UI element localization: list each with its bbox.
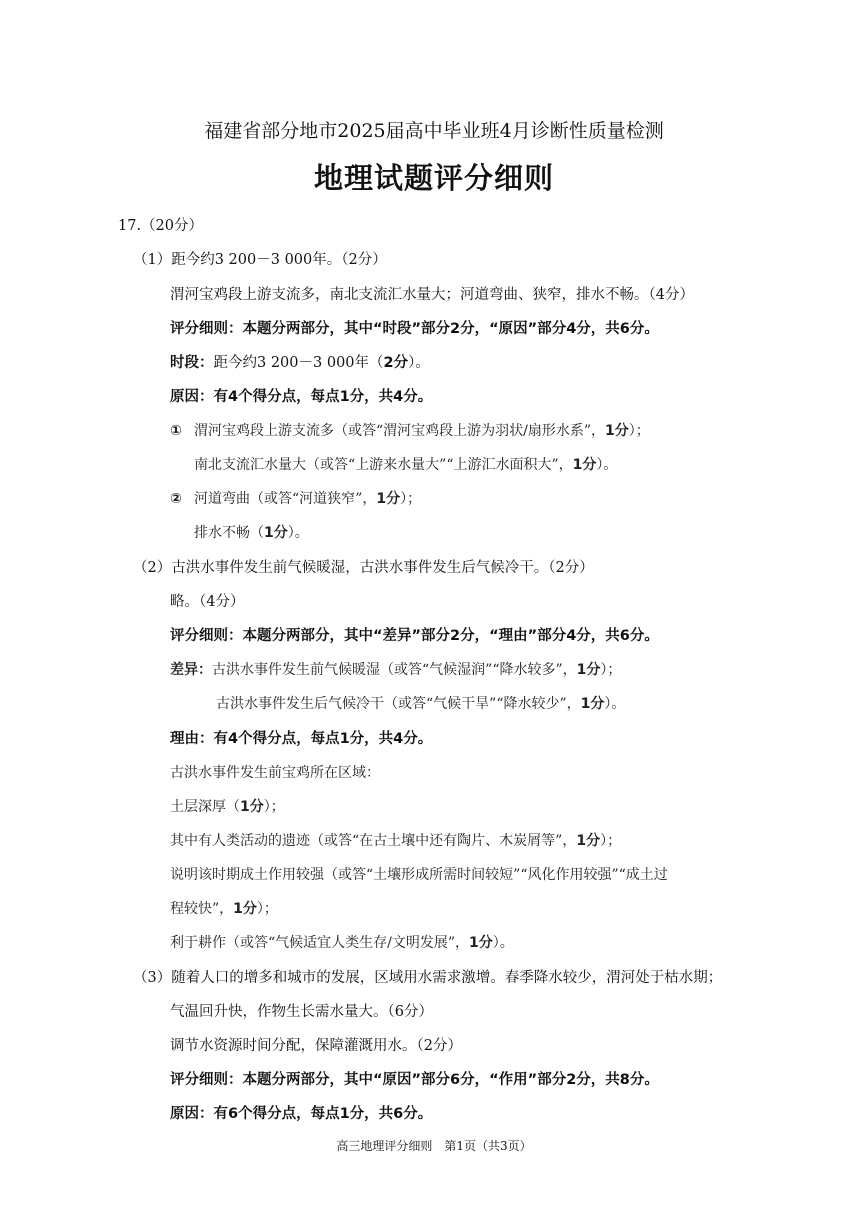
item-number-2: ② <box>170 491 182 507</box>
p3-answer-1b: 气温回升快，作物生长需水量大。（6分） <box>170 1004 433 1020</box>
p2-diff-2 <box>216 694 625 714</box>
p2-rule: 评分细则：本题分两部分，其中“差异”部分2分，“理由”部分4分，共6分。 <box>170 628 659 644</box>
p1-item-2a-text: 河道弯曲（或答“河道狭窄”， <box>194 491 377 507</box>
p2-diff-1-end: ）； <box>600 662 622 678</box>
p1-item-1a-end: ）； <box>628 423 650 439</box>
p2-answer-2: 略。（4分） <box>170 594 245 610</box>
p3-rule: 评分细则：本题分两部分，其中“原因”部分6分，“作用”部分2分，共8分。 <box>170 1072 659 1088</box>
document-subtitle: 地理试题评分细则 <box>313 161 554 195</box>
p2-reason-2 <box>170 831 621 851</box>
p1-item-1a-score: 1分 <box>605 423 629 439</box>
p1-time-label: 时段： <box>170 355 214 371</box>
p1-answer-2: 渭河宝鸡段上游支流多，南北支流汇水量大；河道弯曲、狭窄，排水不畅。（4分） <box>170 287 694 303</box>
p1-item-2b-text: 排水不畅（ <box>194 525 264 541</box>
p1-item-1b <box>194 455 617 475</box>
p1-answer-1: （1）距今约3 200－3 000年。（2分） <box>133 252 387 268</box>
p2-diff-2-score: 1分 <box>580 696 605 712</box>
p1-item-2b-score: 1分 <box>264 525 288 541</box>
p1-item-2a <box>170 489 421 509</box>
p2-reason-4 <box>170 933 514 953</box>
p1-item-1a <box>170 421 650 441</box>
p2-reason-3b <box>170 899 278 919</box>
p2-reason-intro: 古洪水事件发生前宝鸡所在区域： <box>170 765 380 781</box>
p1-item-1b-text: 南北支流汇水量大（或答“上游来水量大”“上游汇水面积大”， <box>194 457 573 473</box>
p1-time-score: 2分 <box>383 355 409 371</box>
p2-reason-4-end: ）。 <box>492 935 514 951</box>
p2-reason-4-text: 利于耕作（或答“气候适宜人类生存/文明发展”， <box>170 935 470 951</box>
p1-reason-head: 原因：有4个得分点，每点1分，共4分。 <box>170 389 433 405</box>
p2-diff-label: 差异： <box>170 662 212 678</box>
p1-item-2b-end: ）。 <box>287 525 309 541</box>
p2-reason-1-score: 1分 <box>240 799 264 815</box>
p2-reason-2-end: ）； <box>600 833 622 849</box>
p1-item-1a-text: 渭河宝鸡段上游支流多（或答“渭河宝鸡段上游为羽状/扇形水系”， <box>194 423 606 439</box>
p2-reason-2-text: 其中有人类活动的遗迹（或答“在古土壤中还有陶片、木炭屑等”， <box>170 833 577 849</box>
p2-reason-1 <box>170 797 285 817</box>
p3-answer-1: （3）随着人口的增多和城市的发展，区域用水需求激增。春季降水较少，渭河处于枯水期； <box>133 970 723 986</box>
p1-time <box>170 353 430 373</box>
p2-answer-1: （2）古洪水事件发生前气候暖湿，古洪水事件发生后气候冷干。（2分） <box>133 560 594 576</box>
p2-reason-1-text: 土层深厚（ <box>170 799 240 815</box>
p3-answer-2: 调节水资源时间分配，保障灌溉用水。（2分） <box>170 1038 462 1054</box>
p2-reason-4-score: 1分 <box>469 935 493 951</box>
p2-reason-2-score: 1分 <box>576 833 601 849</box>
p2-reason-3a: 说明该时期成土作用较强（或答“土壤形成所需时间较短”“风化作用较强”“成土过 <box>170 867 668 883</box>
p1-time-text: 距今约3 200－3 000年（ <box>213 355 384 371</box>
p3-reason-head: 原因：有6个得分点，每点1分，共6分。 <box>170 1106 433 1122</box>
p2-diff-2-text: 古洪水事件发生后气候冷干（或答“气候干旱”“降水较少”， <box>216 696 581 712</box>
p2-reason-3b-score: 1分 <box>233 901 257 917</box>
p1-item-2a-end: ）； <box>400 491 422 507</box>
p1-time-end: ）。 <box>408 355 430 371</box>
p2-reason-3b-text: 程较快”， <box>170 901 234 917</box>
p2-reason-3b-end: ）； <box>256 901 278 917</box>
item-number-1: ① <box>170 423 182 439</box>
p1-item-1b-end: ）。 <box>596 457 618 473</box>
p1-rule: 评分细则：本题分两部分，其中“时段”部分2分，“原因”部分4分，共6分。 <box>170 321 659 337</box>
page-footer: 高三地理评分细则 第1页（共3页） <box>336 1139 532 1153</box>
p2-diff-1 <box>170 660 621 680</box>
p1-item-1b-score: 1分 <box>572 457 597 473</box>
p2-diff-1-score: 1分 <box>576 662 601 678</box>
p2-diff-1-text: 古洪水事件发生前气候暖湿（或答“气候湿润”“降水较多”， <box>212 662 577 678</box>
p2-reason-head: 理由：有4个得分点，每点1分，共4分。 <box>170 731 433 747</box>
p1-item-2a-score: 1分 <box>376 491 401 507</box>
p2-diff-2-end: ）。 <box>604 696 626 712</box>
p2-reason-1-end: ）； <box>263 799 285 815</box>
question-label: 17.（20分） <box>118 218 204 234</box>
p1-item-2b <box>194 523 309 543</box>
document-title: 福建省部分地市2025届高中毕业班4月诊断性质量检测 <box>204 120 664 142</box>
